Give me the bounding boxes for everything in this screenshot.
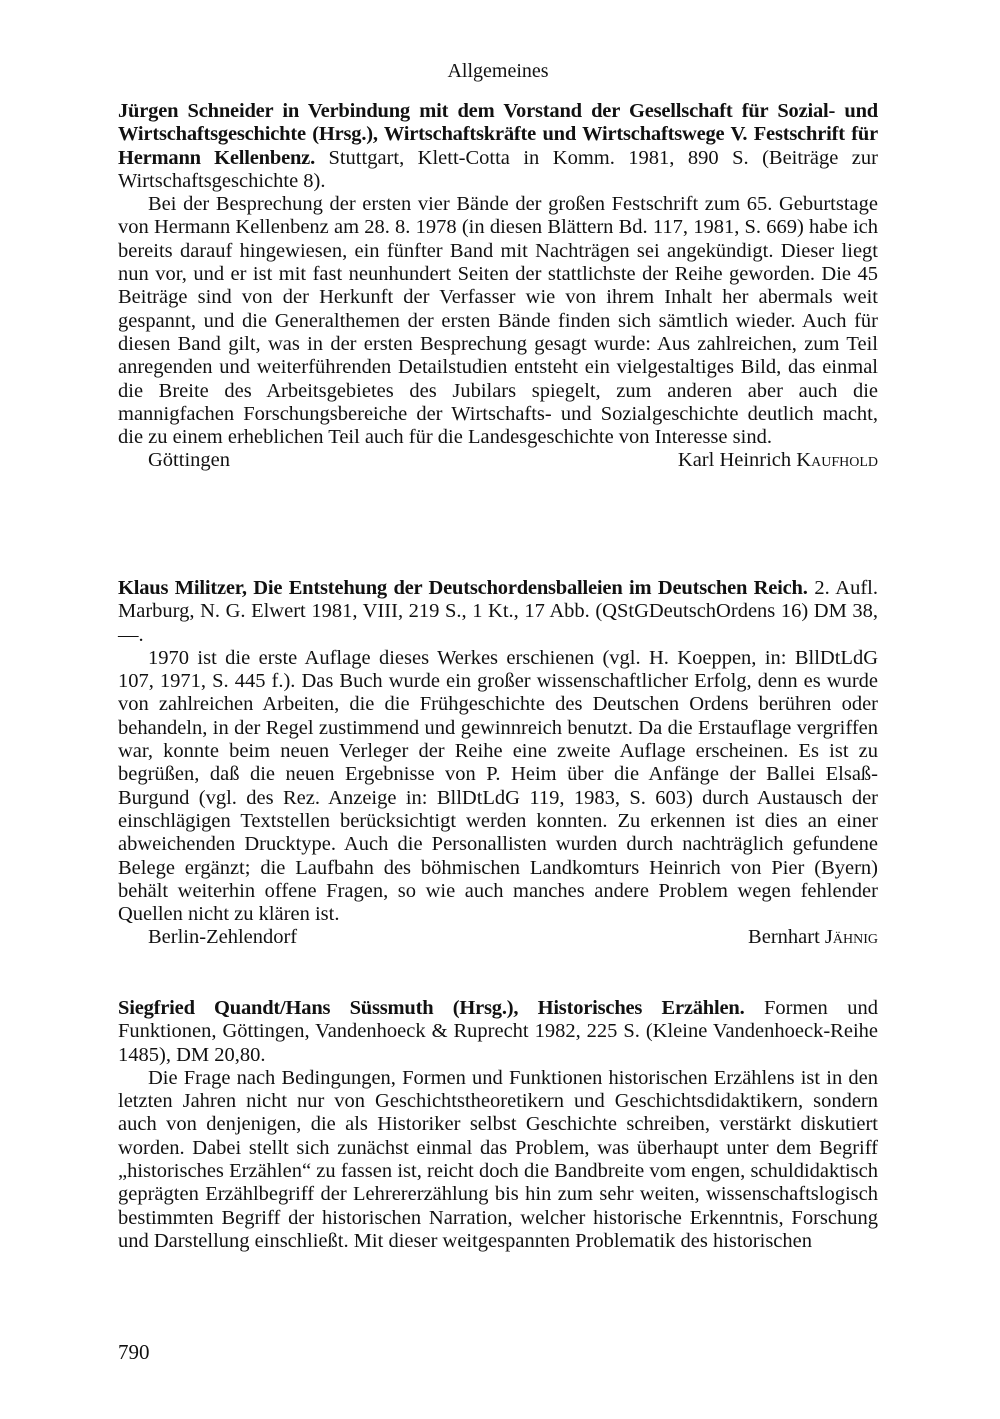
reviewer-last-name: Jähnig — [824, 926, 878, 949]
review-entry — [118, 577, 878, 950]
bib-details: Stuttgart, Klett-Cotta in Komm. 1981, 890 S. (Beiträge zur Wirtschaftsgeschichte 8). — [118, 146, 878, 192]
bibliographic-entry — [118, 100, 878, 193]
running-head: Allgemeines — [447, 60, 549, 82]
review-text: Bei der Besprechung der ersten vier Bände der großen Festschrift zum 65. Geburtstage von Hermann Kellenbenz am 28. 8. 1978 (in diesen Blättern Bd. 117, 1981, S. 669) habe ich bereits darauf hingewiesen, ein fünfter Band mit Nachträgen sei angekündigt. Dieser liegt nun vor, und er ist mit fast neunhundert Seiten der stattlichste der Reihe geworden. Die 45 Beiträge sind von der Herkunft der Verfasser wie von ihrem Inhalt her abermals weit gespannt, und die Generalthemen der ersten Bände finden sich sämtlich wieder. Auch für diesen Band gilt, was in der ersten Besprechung gesagt wurde: Aus zahlreichen, zum Teil anregenden und weiterführenden Detailstudien entsteht ein vielgestaltiges Bild, das einmal die Breite des Arbeitsgebietes des Jubilars spiegelt, zum anderen aber auch die mannigfachen Forschungsbereiche der Wirtschafts- und Sozialgeschichte deutlich macht, die zu einem erheblichen Teil auch für die Landesgeschichte von Interesse sind. — [118, 193, 878, 449]
reviewer-last-name: Kaufhold — [796, 449, 878, 472]
review-signature — [118, 449, 878, 472]
reviewer-name — [678, 449, 878, 472]
review-entry — [118, 997, 878, 1253]
review-entry — [118, 100, 878, 473]
review-text: 1970 ist die erste Auflage dieses Werkes erschienen (vgl. H. Koeppen, in: BllDtLdG 107, 1971, S. 445 f.). Das Buch wurde ein großer wissenschaftlicher Erfolg, denn es wurde von zahlreichen Arbeiten, die die Frühgeschichte des Deutschen Ordens berühren oder behandeln, in der Regel zustimmend und gewinnreich benutzt. Da die Erstauflage vergriffen war, konnte beim neuen Verleger der Reihe eine zweite Auflage erscheinen. Es ist zu begrüßen, daß die neuen Ergebnisse von P. Heim über die Anfänge der Ballei Elsaß-Burgund (vgl. des Rez. Anzeige in: BllDtLdG 119, 1983, S. 603) durch Austausch der einschlägigen Textstellen berücksichtigt werden konnten. Zu erkennen ist dies an einer abweichenden Drucktype. Auch die Personallisten wurden durch nachträglich gefundene Belege ergänzt; die Laufbahn des böhmischen Landkomturs Heinrich von Pier (Byern) behält weiterhin offene Fragen, so wie auch manches andere Problem wegen fehlender Quellen nicht zu klären ist. — [118, 646, 878, 926]
reviewer-first-name: Bernhart — [748, 926, 825, 949]
bib-title: Klaus Militzer, Die Entstehung der Deutschordensballeien im Deutschen Reich. — [118, 577, 808, 599]
review-signature — [118, 926, 878, 949]
bib-title: Jürgen Schneider in Verbindung mit dem Vorstand der Gesellschaft für Sozial- und Wirtschaftsgeschichte (Hrsg.), Wirtschaftskräfte und Wirtschaftswege V. Festschrift für Hermann Kellenbenz. — [118, 100, 878, 169]
bibliographic-entry — [118, 577, 878, 647]
page-number: 790 — [118, 1340, 150, 1364]
bib-details: Formen und Funktionen, Göttingen, Vandenhoeck & Ruprecht 1982, 225 S. (Kleine Vandenhoeck-Reihe 1485), DM 20,80. — [118, 997, 878, 1066]
review-place: Berlin-Zehlendorf — [148, 926, 298, 949]
reviewer-first-name: Karl Heinrich — [677, 449, 797, 472]
bibliographic-entry — [118, 997, 878, 1067]
reviewer-name — [748, 926, 878, 949]
bib-details: 2. Aufl. Marburg, N. G. Elwert 1981, VIII, 219 S., 1 Kt., 17 Abb. (QStGDeutschOrdens 16) DM 38,—. — [118, 577, 878, 646]
review-place: Göttingen — [148, 449, 230, 472]
review-text: Die Frage nach Bedingungen, Formen und Funktionen historischen Erzählens ist in den letzten Jahren nicht nur von Geschichtstheoretikern und Geschichtsdidaktikern, sondern auch von denjenigen, die als Historiker selbst Geschichte schreiben, verstärkt diskutiert worden. Dabei stellt sich zunächst einmal das Problem, was überhaupt unter dem Begriff „historisches Erzählen“ zu fassen ist, reicht doch die Bandbreite vom engen, schuldidaktisch geprägten Erzählbegriff der Lehrererzählung bis hin zum sehr weiten, wissenschaftslogisch bestimmten Begriff der historischen Narration, welcher historische Erkenntnis, Forschung und Darstellung einschließt. Mit dieser weitgespannten Problematik des historischen — [118, 1066, 878, 1252]
bib-title: Siegfried Quandt/Hans Süssmuth (Hrsg.), Historisches Erzählen. — [118, 997, 745, 1019]
